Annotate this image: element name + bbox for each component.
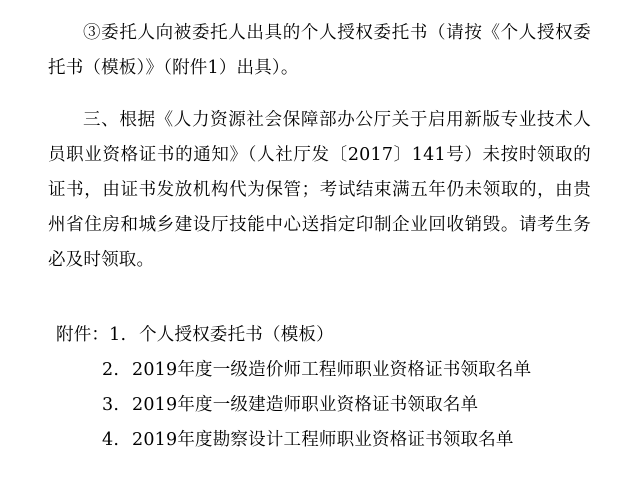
attachment-row-3: [56, 388, 591, 423]
attachment-title[interactable]: 2019年度勘察设计工程师职业资格证书领取名单: [132, 430, 514, 450]
attachment-list: [48, 318, 591, 458]
attachment-title[interactable]: 2019年度一级造价师工程师职业资格证书领取名单: [132, 360, 532, 380]
attachment-title[interactable]: 2019年度一级建造师职业资格证书领取名单: [132, 395, 479, 415]
attachment-number: 2.: [102, 360, 120, 380]
attachment-row-4: [56, 423, 591, 458]
attachment-number: 1.: [109, 325, 127, 345]
attachment-number: 4.: [102, 430, 120, 450]
paragraph-section-three: 三、根据《人力资源社会保障部办公厅关于启用新版专业技术人员职业资格证书的通知》（人社厅发〔2017〕141号）未按时领取的证书，由证书发放机构代为保管；考试结束满五年仍未领取的，由贵州省住房和城乡建设厅技能中心送指定印制企业回收销毁。请考生务必及时领取。: [48, 110, 591, 270]
attachment-row-2: [56, 353, 591, 388]
attachment-row-1: [56, 318, 591, 353]
attachment-title[interactable]: 个人授权委托书（模板）: [139, 325, 334, 345]
paragraph-item-3: ③委托人向被委托人出具的个人授权委托书（请按《个人授权委托书（模板）》（附件1）出具）。: [48, 23, 591, 78]
attachment-number: 3.: [102, 395, 120, 415]
attachment-label: 附件：: [56, 325, 110, 345]
